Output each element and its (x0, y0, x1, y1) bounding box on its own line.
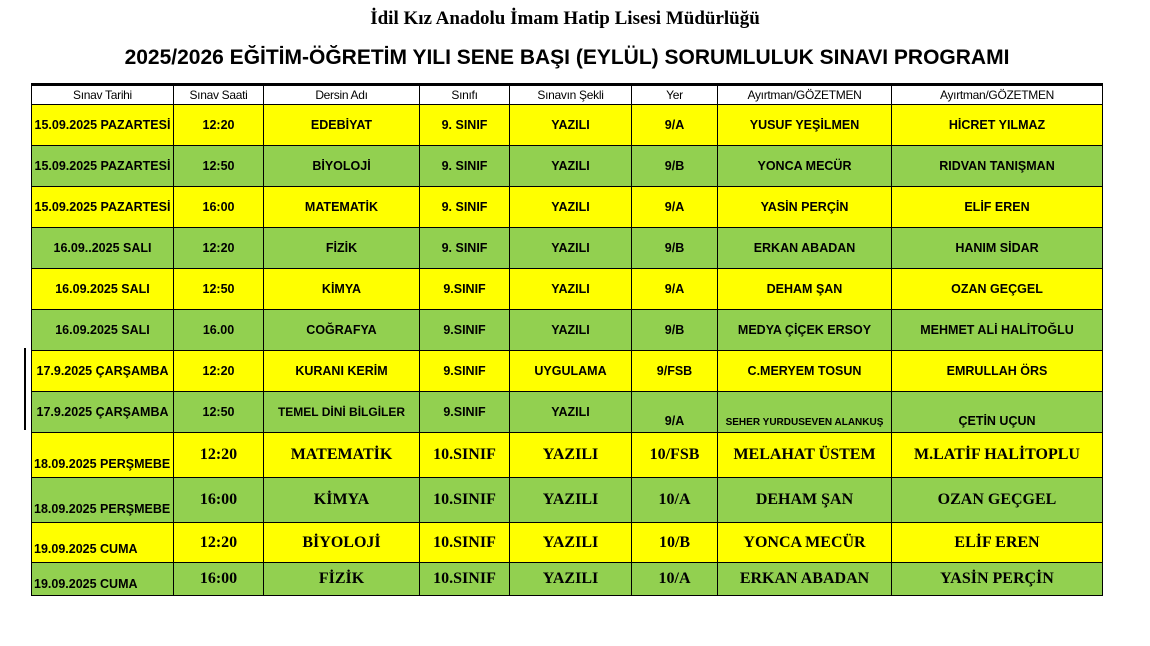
col-header-type: Sınavın Şekli (510, 85, 632, 105)
cell-date: 15.09.2025 PAZARTESİ (32, 105, 174, 146)
cell-class: 10.SINIF (420, 523, 510, 563)
cell-examiner1: DEHAM ŞAN (718, 478, 892, 523)
cell-class: 9.SINIF (420, 392, 510, 433)
cell-examiner2: YASİN PERÇİN (892, 563, 1103, 596)
cell-course: MATEMATİK (264, 187, 420, 228)
cell-date: 17.9.2025 ÇARŞAMBA (32, 392, 174, 433)
cell-examiner1: YONCA MECÜR (718, 146, 892, 187)
cell-date: 18.09.2025 PERŞMEBE (32, 433, 174, 478)
cell-room: 9/B (632, 310, 718, 351)
cell-class: 9. SINIF (420, 105, 510, 146)
cell-course: KİMYA (264, 269, 420, 310)
cell-examiner1: YONCA MECÜR (718, 523, 892, 563)
cell-time: 16:00 (174, 187, 264, 228)
table-row (32, 478, 1103, 523)
cell-examiner2: EMRULLAH ÖRS (892, 351, 1103, 392)
cell-time: 12:50 (174, 392, 264, 433)
cell-course: BİYOLOJİ (264, 146, 420, 187)
cell-room: 9/A (632, 105, 718, 146)
cell-room: 9/A (632, 269, 718, 310)
cell-class: 9.SINIF (420, 351, 510, 392)
cell-examiner1: YUSUF YEŞİLMEN (718, 105, 892, 146)
cell-examiner1: C.MERYEM TOSUN (718, 351, 892, 392)
table-row (32, 351, 1103, 392)
cell-room: 9/A (632, 187, 718, 228)
program-title: 2025/2026 EĞİTİM-ÖĞRETİM YILI SENE BAŞI (EYLÜL) SORUMLULUK SINAVI PROGRAMI (124, 46, 1010, 69)
col-header-examiner1: Ayırtman/GÖZETMEN (718, 85, 892, 105)
cell-room: 10/B (632, 523, 718, 563)
cell-time: 16.00 (174, 310, 264, 351)
cell-time: 12:20 (174, 523, 264, 563)
cell-examiner1: MELAHAT ÜSTEM (718, 433, 892, 478)
table-row (32, 310, 1103, 351)
cell-room: 9/A (632, 392, 718, 433)
cell-course: FİZİK (264, 563, 420, 596)
cell-date: 19.09.2025 CUMA (32, 523, 174, 563)
cell-course: COĞRAFYA (264, 310, 420, 351)
col-header-examiner2: Ayırtman/GÖZETMEN (892, 85, 1103, 105)
cell-course: BİYOLOJİ (264, 523, 420, 563)
col-header-course: Dersin Adı (264, 85, 420, 105)
cell-class: 10.SINIF (420, 478, 510, 523)
cell-type: YAZILI (510, 392, 632, 433)
cell-examiner2: ÇETİN UÇUN (892, 392, 1103, 433)
col-header-time: Sınav Saati (174, 85, 264, 105)
table-row (32, 392, 1103, 433)
cell-type: YAZILI (510, 105, 632, 146)
cell-examiner2: ELİF EREN (892, 187, 1103, 228)
cell-class: 9.SINIF (420, 269, 510, 310)
cell-date: 19.09.2025 CUMA (32, 563, 174, 596)
left-border-bar (24, 348, 26, 430)
cell-room: 9/FSB (632, 351, 718, 392)
cell-time: 12:20 (174, 105, 264, 146)
cell-examiner1: ERKAN ABADAN (718, 563, 892, 596)
cell-examiner2: MEHMET ALİ HALİTOĞLU (892, 310, 1103, 351)
table-row (32, 228, 1103, 269)
cell-type: YAZILI (510, 433, 632, 478)
cell-examiner2: RIDVAN TANIŞMAN (892, 146, 1103, 187)
cell-type: YAZILI (510, 146, 632, 187)
col-header-date: Sınav Tarihi (32, 85, 174, 105)
cell-class: 10.SINIF (420, 433, 510, 478)
cell-date: 16.09..2025 SALI (32, 228, 174, 269)
cell-type: YAZILI (510, 478, 632, 523)
cell-time: 16:00 (174, 563, 264, 596)
cell-time: 12:20 (174, 433, 264, 478)
cell-examiner1: YASİN PERÇİN (718, 187, 892, 228)
cell-type: YAZILI (510, 187, 632, 228)
cell-examiner2: ELİF EREN (892, 523, 1103, 563)
cell-examiner2: HİCRET YILMAZ (892, 105, 1103, 146)
cell-course: KURANI KERİM (264, 351, 420, 392)
cell-time: 12:20 (174, 228, 264, 269)
cell-class: 9. SINIF (420, 146, 510, 187)
cell-class: 10.SINIF (420, 563, 510, 596)
col-header-class: Sınıfı (420, 85, 510, 105)
school-title: İdil Kız Anadolu İmam Hatip Lisesi Müdürlüğü (370, 8, 760, 29)
cell-class: 9. SINIF (420, 187, 510, 228)
cell-course: TEMEL DİNİ BİLGİLER (264, 392, 420, 433)
cell-examiner2: HANIM SİDAR (892, 228, 1103, 269)
cell-type: YAZILI (510, 269, 632, 310)
cell-room: 10/FSB (632, 433, 718, 478)
table-row (32, 523, 1103, 563)
cell-examiner2: OZAN GEÇGEL (892, 478, 1103, 523)
cell-examiner1: DEHAM ŞAN (718, 269, 892, 310)
cell-date: 15.09.2025 PAZARTESİ (32, 187, 174, 228)
cell-type: YAZILI (510, 523, 632, 563)
col-header-room: Yer (632, 85, 718, 105)
cell-class: 9.SINIF (420, 310, 510, 351)
cell-room: 10/A (632, 563, 718, 596)
cell-course: EDEBİYAT (264, 105, 420, 146)
cell-type: UYGULAMA (510, 351, 632, 392)
cell-type: YAZILI (510, 563, 632, 596)
cell-examiner2: M.LATİF HALİTOPLU (892, 433, 1103, 478)
cell-date: 18.09.2025 PERŞMEBE (32, 478, 174, 523)
cell-course: KİMYA (264, 478, 420, 523)
cell-time: 16:00 (174, 478, 264, 523)
cell-date: 15.09.2025 PAZARTESİ (32, 146, 174, 187)
cell-type: YAZILI (510, 228, 632, 269)
table-row (32, 563, 1103, 596)
cell-examiner1: MEDYA ÇİÇEK ERSOY (718, 310, 892, 351)
cell-room: 9/B (632, 146, 718, 187)
table-row (32, 433, 1103, 478)
cell-date: 17.9.2025 ÇARŞAMBA (32, 351, 174, 392)
cell-date: 16.09.2025 SALI (32, 269, 174, 310)
table-row (32, 146, 1103, 187)
cell-time: 12:50 (174, 146, 264, 187)
cell-room: 9/B (632, 228, 718, 269)
cell-course: FİZİK (264, 228, 420, 269)
table-row (32, 105, 1103, 146)
table-row (32, 269, 1103, 310)
table-row (32, 187, 1103, 228)
cell-course: MATEMATİK (264, 433, 420, 478)
cell-room: 10/A (632, 478, 718, 523)
table-header-row (32, 85, 1103, 105)
cell-time: 12:50 (174, 269, 264, 310)
cell-class: 9. SINIF (420, 228, 510, 269)
cell-examiner1: SEHER YURDUSEVEN ALANKUŞ (718, 392, 892, 433)
cell-type: YAZILI (510, 310, 632, 351)
cell-time: 12:20 (174, 351, 264, 392)
exam-schedule-table (31, 83, 1103, 596)
cell-date: 16.09.2025 SALI (32, 310, 174, 351)
cell-examiner2: OZAN GEÇGEL (892, 269, 1103, 310)
cell-examiner1: ERKAN ABADAN (718, 228, 892, 269)
